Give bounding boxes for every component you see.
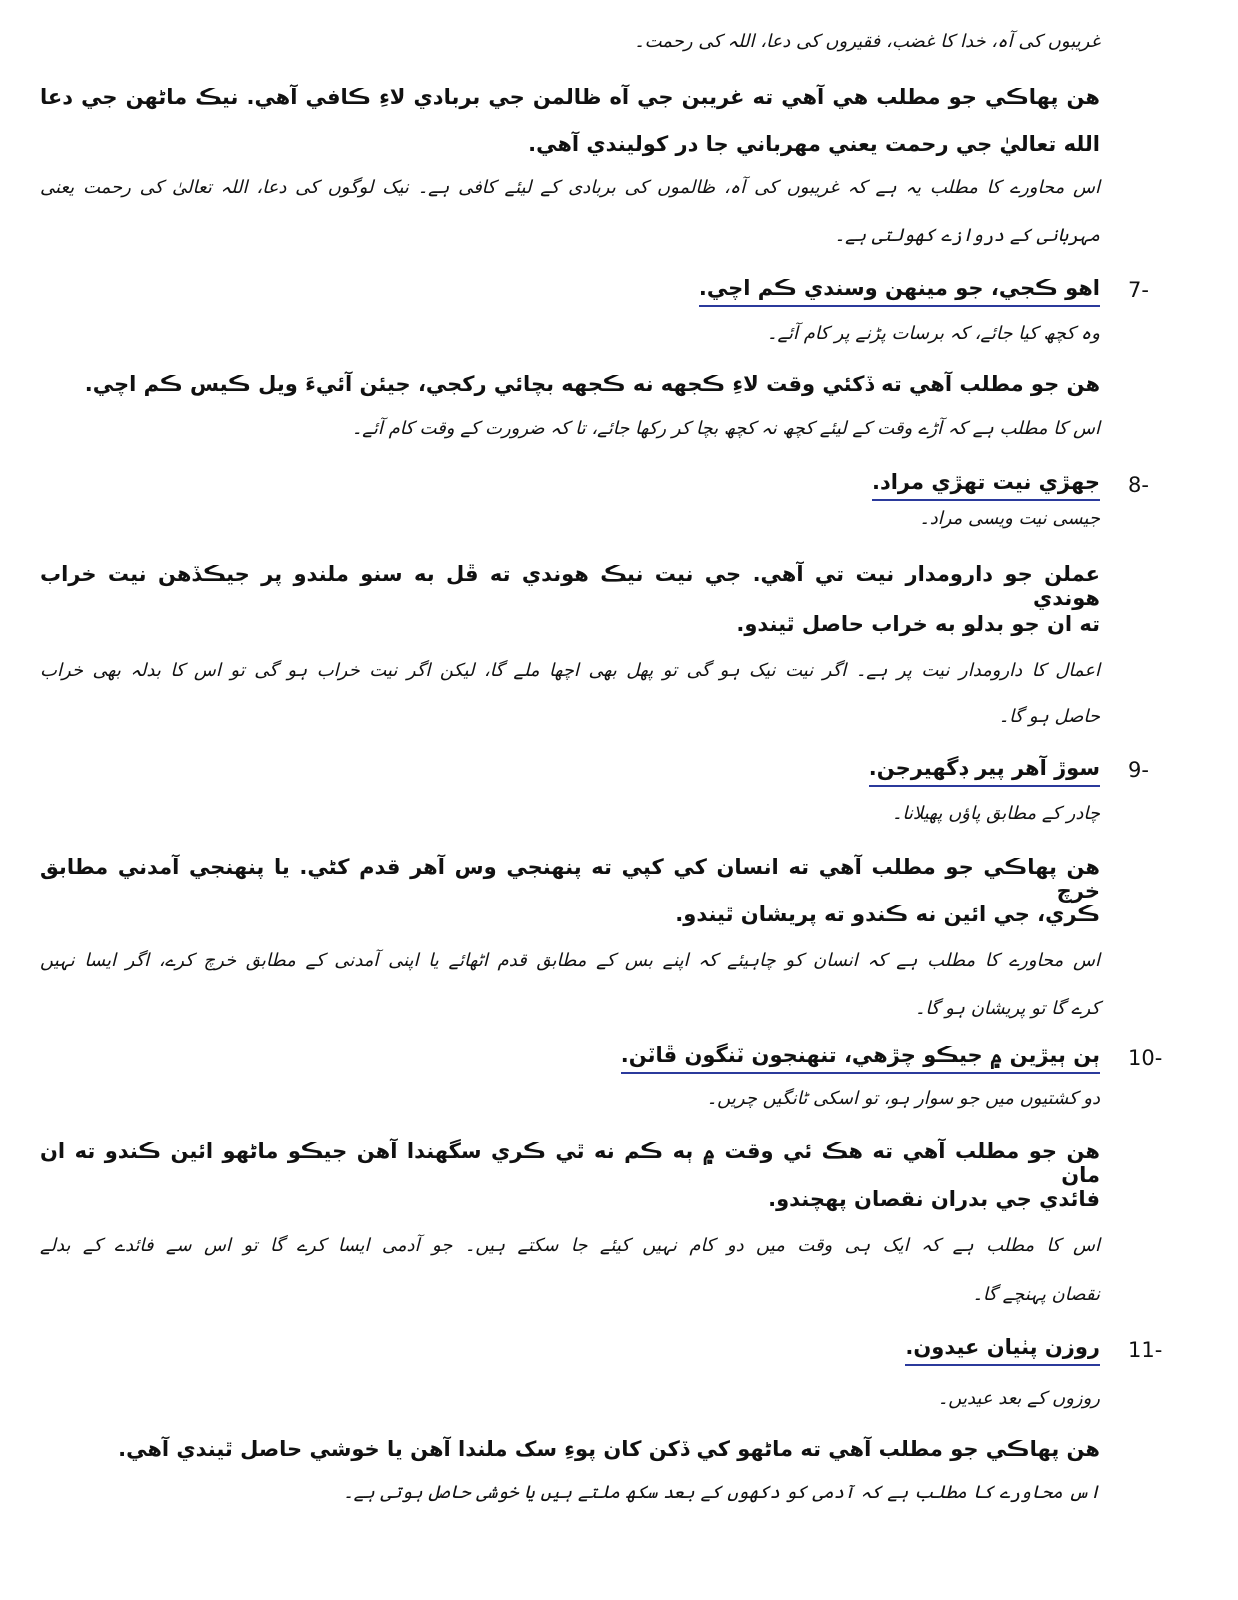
item-sindhi-line: عملن جو دارومدار نيت تي آهي. جي نيت نيڪ هوندي ته ڦل به سنو ملندو پر جيڪڏهن نيت خراب هوندي [40, 562, 1100, 611]
item-urdu-line: کرے گا تو پریشان ہو گا۔ [914, 998, 1100, 1019]
item-sindhi-line: ڪري، جي ائين نه ڪندو ته پريشان ٿيندو. [675, 902, 1100, 926]
item-number: 11- [1128, 1338, 1163, 1362]
item-number: 7- [1128, 278, 1149, 302]
item-translation: وہ کچھ کیا جائے، کہ برسات پڑنے پر کام آئے۔ [766, 323, 1100, 344]
intro-sindhi-line: الله تعاليٰ جي رحمت يعني مهرباني جا در کوليندي آهي. [528, 132, 1100, 156]
item-urdu-line: اس کا مطلب ہے کہ آڑے وقت کے لیئے کچھ نہ کچھ بچا کر رکھا جائے، تا کہ ضرورت کے وقت کام آئے۔ [351, 418, 1100, 439]
item-sindhi-line: فائدي جي بدران نقصان پهچندو. [768, 1187, 1100, 1211]
item-heading: اهو ڪجي، جو مينهن وسندي ڪم اچي. [699, 276, 1100, 307]
item-number: 9- [1128, 758, 1149, 782]
item-number: 8- [1128, 473, 1149, 497]
item-translation: روزوں کے بعد عیدیں۔ [937, 1388, 1100, 1409]
item-sindhi-line: هن پهاڪي جو مطلب آهي ته ماڻهو کي ڏکن کان پوءِ سک ملندا آهن يا خوشي حاصل ٿيندي آهي. [118, 1437, 1100, 1461]
item-urdu-line: حاصل ہو گا۔ [998, 706, 1100, 727]
item-urdu-line: اس محاورے کا مطلب ہے کہ آدمی کو دکھوں کے بعد سکھ ملتے ہیں یا خوشی حاصل ہوتی ہے۔ [343, 1482, 1100, 1503]
intro-urdu-line: اس محاورے کا مطلب یہ ہے کہ غریبوں کی آہ، ظالموں کی بربادی کے لیئے کافی ہے۔ نیک لوگوں کی دعا، اللہ تعالیٰ کی رحمت یعنی [40, 177, 1100, 198]
item-heading: روزن پٺيان عيدون. [905, 1335, 1100, 1366]
intro-urdu-heading: غریبوں کی آہ، خدا کا غضب، فقیروں کی دعا، اللہ کی رحمت۔ [634, 31, 1100, 52]
item-translation: چادر کے مطابق پاؤں پھیلانا۔ [891, 803, 1100, 824]
item-sindhi-line: هن پهاڪي جو مطلب آهي ته انسان کي کپي ته پنهنجي وس آهر قدم کڻي. يا پنهنجي آمدني مطابق خرچ [40, 855, 1100, 904]
intro-urdu-line: مہربانی کے دروازے کھولتی ہے۔ [834, 225, 1100, 246]
item-number: 10- [1128, 1046, 1163, 1070]
intro-sindhi-line: هن پهاڪي جو مطلب هي آهي ته غريبن جي آه ظالمن جي بربادي لاءِ ڪافي آهي. نيڪ ماڻهن جي دعا [40, 85, 1100, 109]
item-translation: دو کشتیوں میں جو سوار ہو، تو اسکی ٹانگیں چریں۔ [706, 1088, 1100, 1109]
item-urdu-line: اعمال کا دارومدار نیت پر ہے۔ اگر نیت نیک ہو گی تو پھل بھی اچھا ملے گا، لیکن اگر نیت خراب ہو گی تو اس کا بدلہ بھی خراب [40, 660, 1100, 681]
item-heading: ٻن ٻيڙين ۾ جيڪو چڙهي، تنهنجون ٽنگون ڦاٽن. [621, 1043, 1100, 1074]
item-urdu-line: نقصان پہنچے گا۔ [972, 1284, 1100, 1305]
item-sindhi-line: ته ان جو بدلو به خراب حاصل ٿيندو. [736, 612, 1100, 636]
item-urdu-line: اس محاورے کا مطلب ہے کہ انسان کو چاہیئے کہ اپنے بس کے مطابق قدم اٹھائے یا اپنی آمدنی کے مطابق خرچ کرے، اگر ایسا نہیں [40, 950, 1100, 971]
item-translation: جیسی نیت ویسی مراد۔ [919, 508, 1100, 529]
item-heading: جهڙي نيت تهڙي مراد. [872, 470, 1100, 501]
item-urdu-line: اس کا مطلب ہے کہ ایک ہی وقت میں دو کام نہیں کیئے جا سکتے ہیں۔ جو آدمی ایسا کرے گا تو اس سے فائدے کے بدلے [40, 1235, 1100, 1256]
item-sindhi-line: هن جو مطلب آهي ته ڏکئي وقت لاءِ ڪجهه نه ڪجهه بچائي رکجي، جيئن آئيءَ ويل ڪيس ڪم اچي. [84, 372, 1100, 396]
item-sindhi-line: هن جو مطلب آهي ته هڪ ئي وقت ۾ ٻه ڪم نه ٿي ڪري سگهندا آهن جيڪو ماڻهو ائين ڪندو ته ان مان [40, 1139, 1100, 1188]
item-heading: سوڙ آهر پير ڊگهيرجن. [869, 756, 1100, 787]
